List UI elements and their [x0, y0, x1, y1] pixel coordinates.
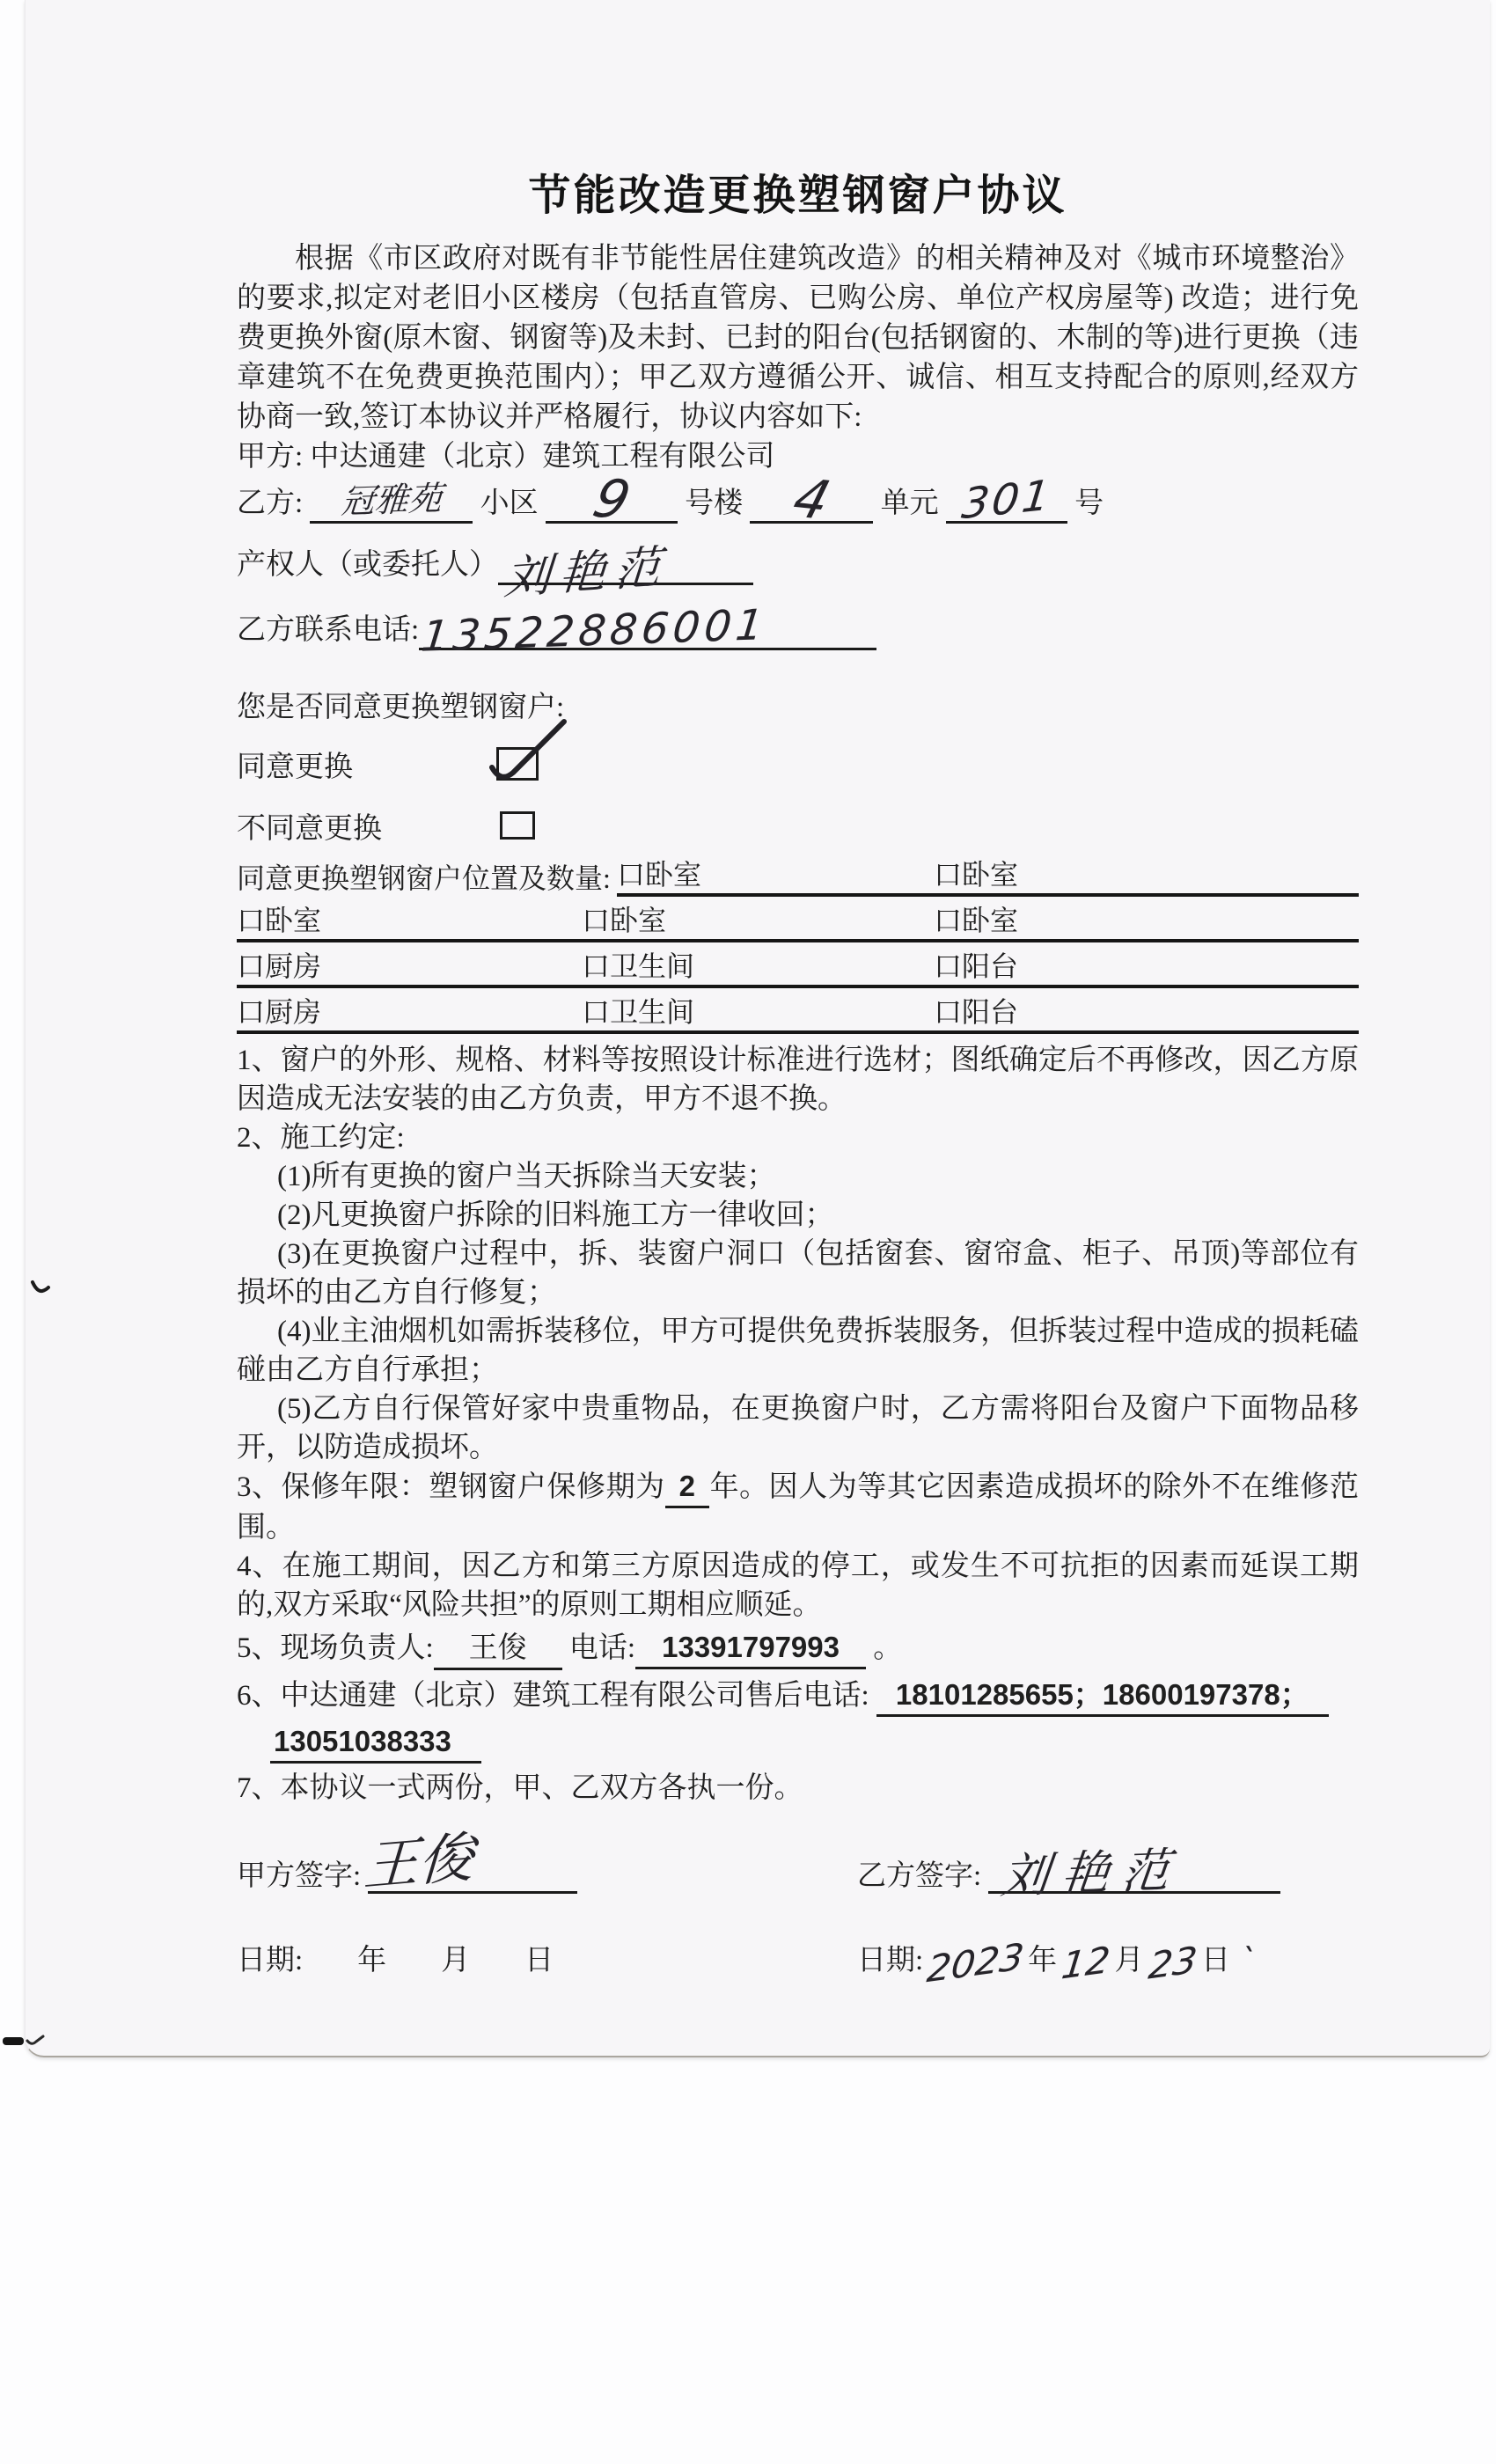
locations-table [237, 854, 1359, 1034]
warranty-years-field: 2 [665, 1467, 709, 1508]
after-sales-label: 6、中达通建（北京）建筑工程有限公司售后电话: [237, 1680, 869, 1712]
owner-label: 产权人（或委托人） [237, 549, 498, 581]
document-content [237, 0, 1360, 1991]
clause-2-header: 2、施工约定: [237, 1122, 405, 1154]
locations-row-2 [237, 897, 1359, 942]
clause-3-text: 3、保修年限：塑钢窗户保修期为 [237, 1471, 665, 1503]
clause-2-item-3: (3)在更换窗户过程中，拆、装窗户洞口（包括窗套、窗帘盒、柜子、吊顶)等部位有损坏的由乙方自行修复； [237, 1238, 1359, 1309]
location-cell: 口厨房 [237, 950, 322, 982]
clause-2-item-2: (2)凡更换窗户拆除的旧料施工方一律收回； [277, 1199, 834, 1231]
consent-question: 您是否同意更换塑钢窗户: [237, 692, 565, 723]
party-b-signature-field [988, 1842, 1280, 1904]
clause-2-item-5: (5)乙方自行保管好家中贵重物品，在更换窗户时，乙方需将阳台及窗户下面物品移开，以防造成损坏。 [237, 1393, 1359, 1463]
scan-edge-black-bar [3, 2037, 24, 2045]
party-b-date-block [857, 1934, 1257, 1991]
community-field [310, 479, 473, 524]
unit-field [750, 467, 873, 532]
party-a-value: 中达通建（北京）建筑工程有限公司 [310, 441, 775, 473]
unit-handwriting: 4 [786, 467, 837, 532]
party-a-label: 甲方: [237, 441, 304, 473]
building-field [546, 467, 678, 532]
clause-3-text-tail: 年。因人为等其它因素造成损坏的除外不在维修范围。 [237, 1471, 1360, 1544]
site-manager-phone-field: 13391797993 [635, 1628, 866, 1669]
party-b-line [237, 467, 1359, 533]
phone-field [419, 600, 876, 662]
location-cell: 口卧室 [934, 859, 1019, 891]
intro-paragraph: 根据《市区政府对既有非节能性居住建筑改造》的相关精神及对《城市环境整治》的要求,拟定对老旧小区楼房（包括直管房、已购公房、单位产权房屋等) 改造；进行免费更换外窗(原木窗、钢窗等)及未封、已封的阳台(包括钢窗的、木制的等)进行更换（违章建筑不在免费更换范围内）；甲乙双方遵循公开、诚信、相互支持配合的原则,经双方协商一致,签订本协议并严格履行，协议内容如下: [237, 243, 1359, 433]
location-cell: 口卫生间 [582, 996, 695, 1028]
ink-comma-mark [30, 1280, 51, 1297]
locations-row-4 [237, 988, 1359, 1034]
locations-label: 同意更换塑钢窗户位置及数量: [237, 862, 611, 894]
owner-line [237, 540, 1359, 605]
location-cell: 口卧室 [237, 905, 322, 936]
party-a-signature-field [362, 1824, 577, 1899]
month-value-handwriting: 12 [1059, 1938, 1112, 1988]
party-a-date-label: 日期: [237, 1945, 304, 1976]
clause-6-line-2 [237, 1722, 1359, 1764]
clause-6 [237, 1676, 1359, 1717]
building-suffix: 号楼 [685, 488, 744, 519]
locations-row-1 [237, 854, 1359, 897]
disagree-option-row [237, 805, 1359, 846]
community-suffix: 小区 [480, 488, 539, 519]
disagree-label: 不同意更换 [237, 812, 382, 845]
locations-row-3 [237, 942, 1359, 988]
party-b-date-label: 日期: [857, 1945, 924, 1976]
location-cell: 口卫生间 [582, 950, 695, 982]
building-handwriting: 9 [586, 467, 637, 532]
party-a-line [237, 437, 1359, 477]
day-label-a: 日 [524, 1945, 554, 1976]
party-b-signature-block [857, 1842, 1280, 1904]
party-a-signature-label: 甲方签字: [237, 1860, 362, 1892]
year-label-b: 年 [1028, 1945, 1058, 1976]
agree-option-row [237, 744, 1359, 784]
pen-tick-mark: ` [1237, 1942, 1257, 1980]
clause-5-period: 。 [873, 1632, 903, 1664]
location-cell: 口阳台 [934, 996, 1019, 1028]
location-cell: 口阳台 [934, 950, 1019, 982]
location-cell: 口卧室 [582, 905, 667, 936]
location-cell: 口厨房 [237, 996, 322, 1028]
party-b-signature-handwriting: 刘艳范 [998, 1842, 1185, 1904]
phone-label: 乙方联系电话: [237, 614, 420, 646]
party-a-signature-block [237, 1824, 857, 1899]
clause-5-label: 5、现场负责人: [237, 1632, 434, 1664]
clause-4: 4、在施工期间，因乙方和第三方原因造成的停工，或发生不可抗拒的因素而延误工期的,双方采取“风险共担”的原则工期相应顺延。 [237, 1551, 1359, 1621]
month-label-a: 月 [441, 1945, 471, 1976]
site-manager-name-field: 王俊 [434, 1629, 562, 1670]
party-b-signature-label: 乙方签字: [857, 1860, 982, 1892]
owner-signature-field [498, 540, 753, 605]
room-field [946, 470, 1067, 530]
year-value-handwriting: 2023 [925, 1934, 1027, 1991]
clause-1: 1、窗户的外形、规格、材料等按照设计标准进行选材；图纸确定后不再修改，因乙方原因造成无法安装的由乙方负责，甲方不退不换。 [237, 1045, 1359, 1115]
clause-2-item-4: (4)业主油烟机如需拆装移位，甲方可提供免费拆装服务，但拆装过程中造成的损耗磕碰由乙方自行承担； [237, 1316, 1359, 1386]
after-sales-phones-2: 13051038333 [270, 1722, 481, 1764]
agree-checkmark [487, 715, 571, 790]
location-cell: 口卧室 [934, 905, 1019, 936]
agree-checkbox [496, 747, 539, 781]
clause-7: 7、本协议一式两份，甲、乙双方各执一份。 [237, 1772, 803, 1804]
party-b-label: 乙方: [237, 488, 304, 519]
day-label-b: 日 [1200, 1945, 1230, 1976]
community-handwriting: 冠雅苑 [340, 479, 444, 521]
clause-5 [237, 1628, 1359, 1670]
clauses-section [237, 1041, 1359, 1808]
paper-sheet [25, 0, 1490, 2057]
clause-3 [237, 1467, 1359, 1547]
month-label-b: 月 [1114, 1945, 1144, 1976]
year-label-a: 年 [357, 1945, 387, 1976]
clause-5-phone-label: 电话: [568, 1632, 636, 1664]
scan-edge-squiggle [26, 2033, 47, 2047]
phone-line [237, 600, 1359, 665]
date-row [237, 1934, 1359, 1991]
phone-handwriting: 13522886001 [419, 600, 770, 662]
location-cell: 口卧室 [617, 859, 702, 891]
signature-row [237, 1824, 1359, 1904]
party-a-signature-handwriting: 王俊 [362, 1824, 476, 1899]
day-value-handwriting: 23 [1146, 1938, 1199, 1988]
locations-row-1-fields [617, 851, 1359, 897]
unit-suffix: 单元 [880, 488, 939, 519]
room-suffix: 号 [1074, 488, 1104, 519]
disagree-checkbox [500, 811, 535, 840]
clause-2-item-1: (1)所有更换的窗户当天拆除当天安装； [277, 1161, 776, 1192]
document-title: 节能改造更换塑钢窗户协议 [528, 172, 1067, 219]
after-sales-phones-1: 18101285655；18600197378； [876, 1676, 1329, 1717]
room-handwriting: 301 [958, 470, 1055, 530]
party-a-date-block [237, 1941, 857, 1981]
owner-signature-handwriting: 刘艳范 [502, 540, 671, 605]
agree-label: 同意更换 [237, 751, 353, 783]
